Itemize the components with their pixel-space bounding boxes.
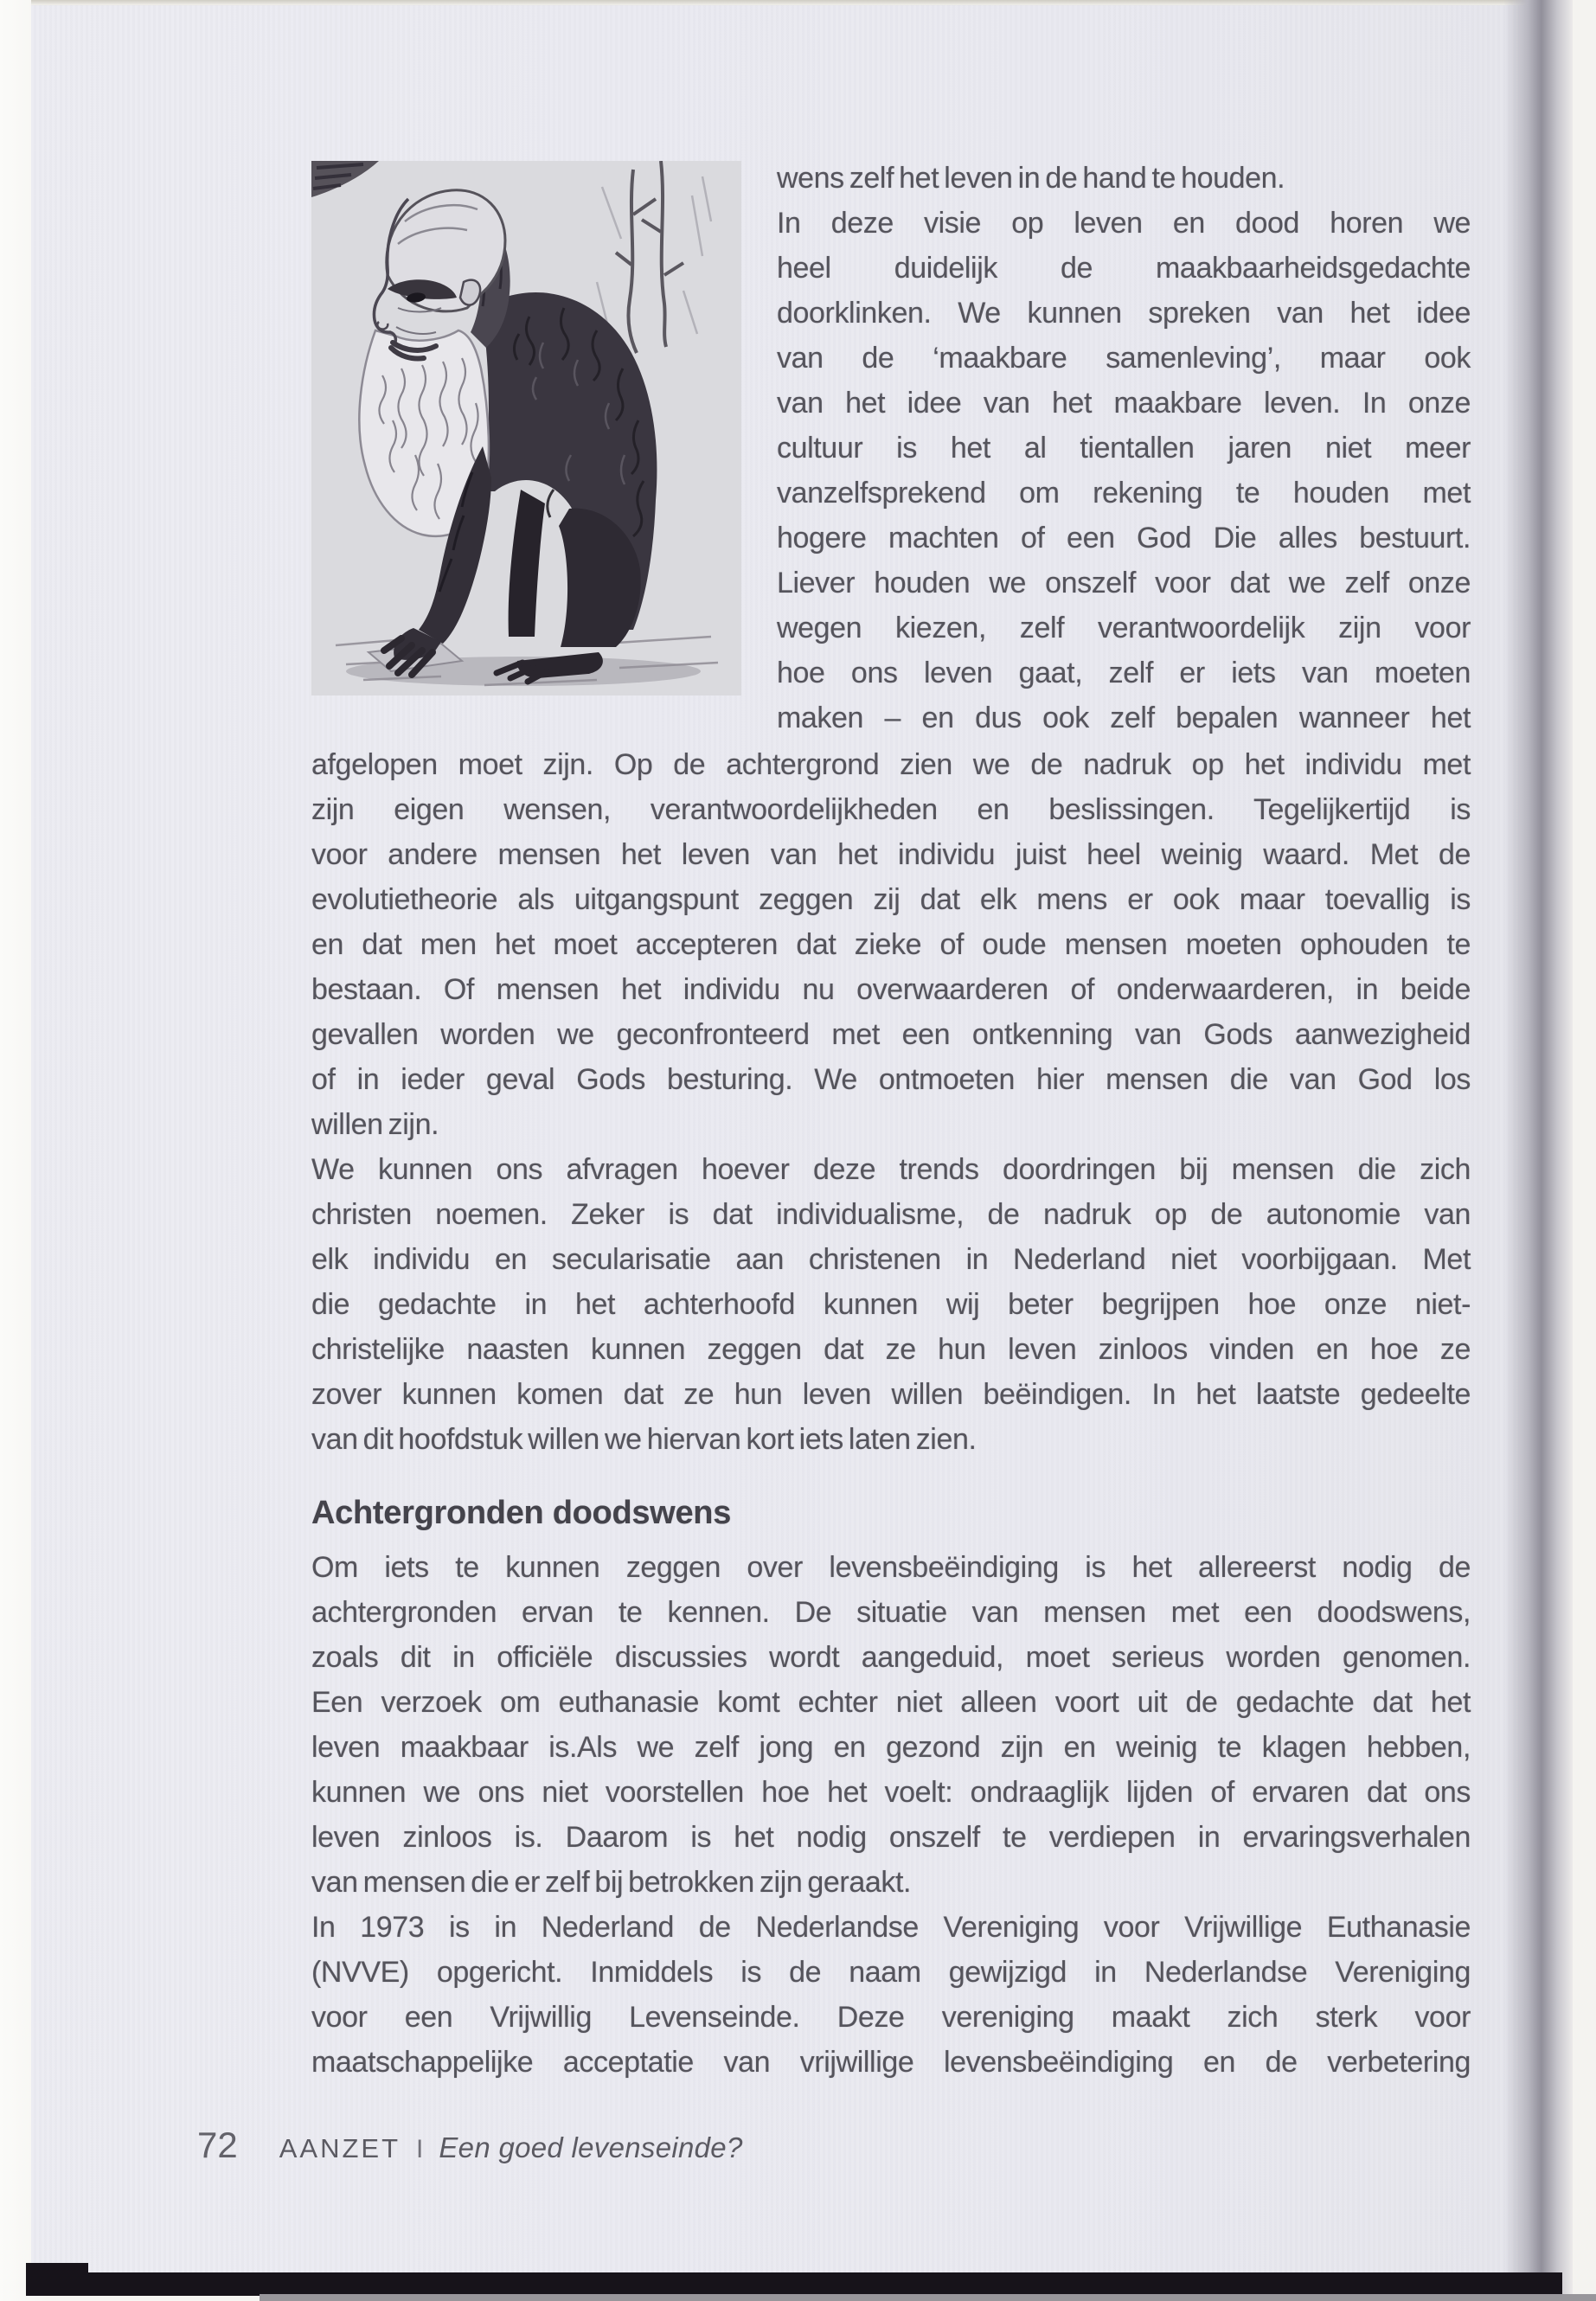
text-line: zoals dit in officiële discussies wordt aangeduid, moet serieus worden genomen. [311, 1641, 1471, 1674]
text-line: van mensen die er zelf bij betrokken zijn geraakt. [311, 1866, 912, 1899]
text-line: van dit hoofdstuk willen we hiervan kort iets laten zien. [311, 1423, 977, 1456]
section-heading: Achtergronden doodswens [311, 1495, 732, 1531]
darwin-ape-drawing [311, 161, 741, 695]
text-line: hogere machten of een God Die alles bestuurt. [777, 522, 1471, 554]
text-line: We kunnen ons afvragen hoever deze trends doordringen bij mensen die zich [311, 1153, 1471, 1186]
text-line: wens zelf het leven in de hand te houden. [777, 162, 1285, 195]
text-line: voor andere mensen het leven van het individu juist heel weinig waard. Met de [311, 838, 1471, 871]
text-line: en dat men het moet accepteren dat zieke of oude mensen moeten ophouden te [311, 928, 1471, 961]
text-line: bestaan. Of mensen het individu nu overwaarderen of onderwaarderen, in beide [311, 973, 1471, 1006]
text-line: Om iets te kunnen zeggen over levensbeëindiging is het allereerst nodig de [311, 1551, 1471, 1584]
darwin-ape-illustration [311, 161, 741, 695]
text-line: elk individu en secularisatie aan christenen in Nederland niet voorbijgaan. Met [311, 1243, 1471, 1276]
text-line: christelijke naasten kunnen zeggen dat ze hun leven zinloos vinden en hoe ze [311, 1333, 1471, 1366]
page-edge-shadow [1503, 0, 1573, 2301]
text-line: afgelopen moet zijn. Op de achtergrond zien we de nadruk op het individu met [311, 748, 1471, 781]
text-line: van de ‘maakbare samenleving’, maar ook [777, 342, 1471, 375]
text-line: maatschappelijke acceptatie van vrijwillige levensbeëindiging en de verbetering [311, 2046, 1471, 2079]
footer-separator: I [416, 2135, 424, 2163]
text-line: willen zijn. [311, 1108, 439, 1141]
text-line: vanzelfsprekend om rekening te houden met [777, 477, 1471, 510]
text-line: zover kunnen komen dat ze hun leven willen beëindigen. In het laatste gedeelte [311, 1378, 1471, 1411]
text-line: In deze visie op leven en dood horen we [777, 207, 1471, 240]
text-line: gevallen worden we geconfronteerd met een ontkenning van Gods aanwezigheid [311, 1018, 1471, 1051]
text-line: cultuur is het al tientallen jaren niet meer [777, 432, 1471, 465]
text-line: voor een Vrijwillig Levenseinde. Deze vereniging maakt zich sterk voor [311, 2001, 1471, 2034]
page-top-edge [31, 0, 1550, 6]
text-line: kunnen we ons niet voorstellen hoe het voelt: ondraaglijk lijden of ervaren dat ons [311, 1776, 1471, 1809]
intro-text-column [777, 156, 1471, 740]
section-text-block [311, 1545, 1471, 2085]
footer-series-title: AANZET [279, 2133, 401, 2163]
text-line: In 1973 is in Nederland de Nederlandse Vereniging voor Vrijwillige Euthanasie [311, 1911, 1471, 1944]
text-line: (NVVE) opgericht. Inmiddels is de naam gewijzigd in Nederlandse Vereniging [311, 1956, 1471, 1989]
page-footer [197, 2125, 743, 2166]
text-line: Een verzoek om euthanasie komt echter niet alleen voort uit de gedachte dat het [311, 1686, 1471, 1719]
text-line: achtergronden ervan te kennen. De situatie van mensen met een doodswens, [311, 1596, 1471, 1629]
text-line: leven zinloos is. Daarom is het nodig onszelf te verdiepen in ervaringsverhalen [311, 1821, 1471, 1854]
scan-bottom-bar [26, 2272, 1562, 2296]
text-line: heel duidelijk de maakbaarheidsgedachte [777, 252, 1471, 285]
text-line: Liever houden we onszelf voor dat we zelf onze [777, 567, 1471, 599]
text-line: evolutietheorie als uitgangspunt zeggen zij dat elk mens er ook maar toevallig is [311, 883, 1471, 916]
page-number: 72 [197, 2125, 238, 2165]
text-line: zijn eigen wensen, verantwoordelijkheden en beslissingen. Tegelijkertijd is [311, 793, 1471, 826]
text-line: doorklinken. We kunnen spreken van het idee [777, 297, 1471, 330]
footer-book-title: Een goed levenseinde? [439, 2131, 743, 2163]
text-line: of in ieder geval Gods besturing. We ontmoeten hier mensen die van God los [311, 1063, 1471, 1096]
scan-bottom-strip [260, 2294, 1596, 2301]
body-text-block [311, 742, 1471, 1462]
text-line: die gedachte in het achterhoofd kunnen wij beter begrijpen hoe onze niet- [311, 1288, 1471, 1321]
text-line: wegen kiezen, zelf verantwoordelijk zijn voor [777, 612, 1471, 644]
text-line: hoe ons leven gaat, zelf er iets van moeten [777, 657, 1471, 689]
text-line: van het idee van het maakbare leven. In onze [777, 387, 1471, 420]
text-line: christen noemen. Zeker is dat individualisme, de nadruk op de autonomie van [311, 1198, 1471, 1231]
text-line: maken – en dus ook zelf bepalen wanneer het [777, 702, 1471, 734]
text-line: leven maakbaar is.Als we zelf jong en gezond zijn en weinig te klagen hebben, [311, 1731, 1471, 1764]
